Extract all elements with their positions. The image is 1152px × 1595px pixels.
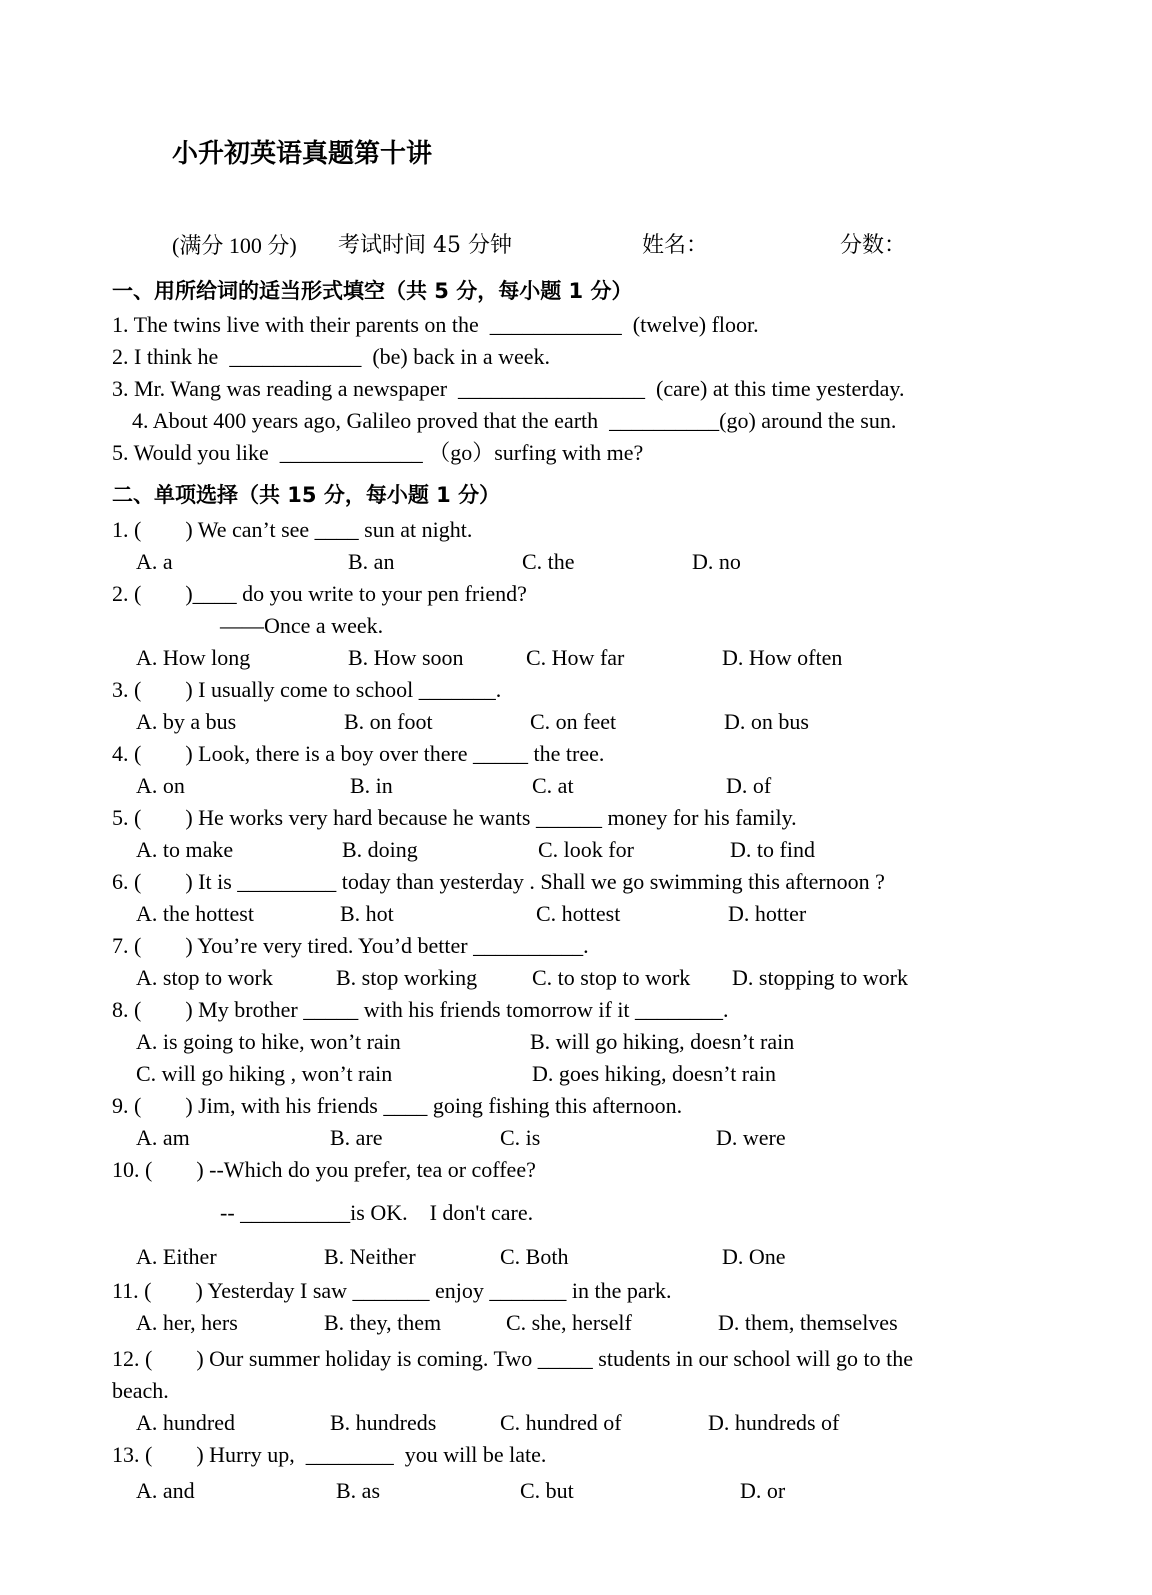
q7-option-b: B. stop working	[336, 965, 478, 990]
q12-option-b: B. hundreds	[330, 1410, 437, 1435]
q9-option-c: C. is	[500, 1125, 541, 1150]
fill-item-5: 5. Would you like _____________ （go）surfing with me?	[112, 440, 644, 465]
q5-option-b: B. doing	[342, 837, 418, 862]
q5-option-a: A. to make	[136, 837, 234, 862]
q13-option-a: A. and	[136, 1478, 195, 1503]
q1-option-a: A. a	[136, 549, 173, 574]
q11-option-d: D. them, themselves	[718, 1310, 898, 1335]
q5-option-d: D. to find	[730, 837, 815, 862]
fill-item-1: 1. The twins live with their parents on the ____________ (twelve) floor.	[112, 312, 759, 337]
section2-heading: 二、单项选择（共 15 分，每小题 1 分）	[112, 483, 501, 507]
page-title: 小升初英语真题第十讲	[172, 139, 433, 169]
q8-option-c: C. will go hiking , won’t rain	[136, 1061, 393, 1086]
q8-option-a: A. is going to hike, won’t rain	[136, 1029, 401, 1054]
q7-option-c: C. to stop to work	[532, 965, 691, 990]
question-4: 4. ( ) Look, there is a boy over there _____ the tree.	[112, 741, 605, 766]
q12-option-c: C. hundred of	[500, 1410, 622, 1435]
q7-option-d: D. stopping to work	[732, 965, 908, 990]
time-info: 考试时间 45 分钟	[338, 233, 512, 258]
q6-option-b: B. hot	[340, 901, 394, 926]
q10-reply: -- __________is OK. I don't care.	[220, 1200, 534, 1225]
q6-option-d: D. hotter	[728, 901, 807, 926]
q6-option-a: A. the hottest	[136, 901, 254, 926]
q3-option-c: C. on feet	[530, 709, 617, 734]
question-5: 5. ( ) He works very hard because he wants ______ money for his family.	[112, 805, 797, 830]
q13-option-b: B. as	[336, 1478, 380, 1503]
q13-option-c: C. but	[520, 1478, 574, 1503]
name-label: 姓名：	[642, 233, 709, 258]
q10-option-c: C. Both	[500, 1244, 569, 1269]
q1-option-c: C. the	[522, 549, 575, 574]
question-1: 1. ( ) We can’t see ____ sun at night.	[112, 517, 473, 542]
q2-option-a: A. How long	[136, 645, 251, 670]
section1-heading: 一、用所给词的适当形式填空（共 5 分，每小题 1 分）	[112, 279, 633, 303]
q4-option-a: A. on	[136, 773, 185, 798]
question-6: 6. ( ) It is _________ today than yesterday . Shall we go swimming this afternoon ?	[112, 869, 885, 894]
question-12: 12. ( ) Our summer holiday is coming. Two _____ students in our school will go to the	[112, 1346, 913, 1371]
question-13: 13. ( ) Hurry up, ________ you will be late.	[112, 1442, 547, 1467]
q9-option-d: D. were	[716, 1125, 786, 1150]
q2-option-b: B. How soon	[348, 645, 464, 670]
question-8: 8. ( ) My brother _____ with his friends tomorrow if it ________.	[112, 997, 729, 1022]
q3-option-b: B. on foot	[344, 709, 433, 734]
q3-option-d: D. on bus	[724, 709, 809, 734]
q13-option-d: D. or	[740, 1478, 786, 1503]
question-9: 9. ( ) Jim, with his friends ____ going fishing this afternoon.	[112, 1093, 683, 1118]
score-label: 分数：	[840, 233, 907, 258]
q2-reply: ——Once a week.	[220, 613, 384, 638]
q4-option-b: B. in	[350, 773, 393, 798]
q11-option-c: C. she, herself	[506, 1310, 632, 1335]
question-11: 11. ( ) Yesterday I saw _______ enjoy _______ in the park.	[112, 1278, 672, 1303]
q1-option-d: D. no	[692, 549, 741, 574]
q10-option-d: D. One	[722, 1244, 786, 1269]
q9-option-a: A. am	[136, 1125, 190, 1150]
q6-option-c: C. hottest	[536, 901, 621, 926]
q2-option-d: D. How often	[722, 645, 843, 670]
q3-option-a: A. by a bus	[136, 709, 237, 734]
q10-option-a: A. Either	[136, 1244, 217, 1269]
q11-option-b: B. they, them	[324, 1310, 442, 1335]
fill-item-3: 3. Mr. Wang was reading a newspaper _________________ (care) at this time yesterday.	[112, 376, 905, 401]
q8-option-d: D. goes hiking, doesn’t rain	[532, 1061, 777, 1086]
q1-option-b: B. an	[348, 549, 395, 574]
q12-option-a: A. hundred	[136, 1410, 235, 1435]
question-10: 10. ( ) --Which do you prefer, tea or coffee?	[112, 1157, 536, 1182]
q12-option-d: D. hundreds of	[708, 1410, 840, 1435]
q2-option-c: C. How far	[526, 645, 625, 670]
full-score-info: (满分 100 分)	[172, 233, 297, 258]
q12-continuation: beach.	[112, 1378, 169, 1403]
q11-option-a: A. her, hers	[136, 1310, 238, 1335]
q5-option-c: C. look for	[538, 837, 634, 862]
q4-option-d: D. of	[726, 773, 772, 798]
question-7: 7. ( ) You’re very tired. You’d better __________.	[112, 933, 589, 958]
q7-option-a: A. stop to work	[136, 965, 273, 990]
q8-option-b: B. will go hiking, doesn’t rain	[530, 1029, 795, 1054]
question-3: 3. ( ) I usually come to school _______.	[112, 677, 502, 702]
fill-item-4: 4. About 400 years ago, Galileo proved that the earth __________(go) around the sun.	[132, 408, 897, 433]
q4-option-c: C. at	[532, 773, 574, 798]
fill-item-2: 2. I think he ____________ (be) back in a week.	[112, 344, 551, 369]
q10-option-b: B. Neither	[324, 1244, 416, 1269]
q9-option-b: B. are	[330, 1125, 383, 1150]
question-2: 2. ( )____ do you write to your pen friend?	[112, 581, 527, 606]
